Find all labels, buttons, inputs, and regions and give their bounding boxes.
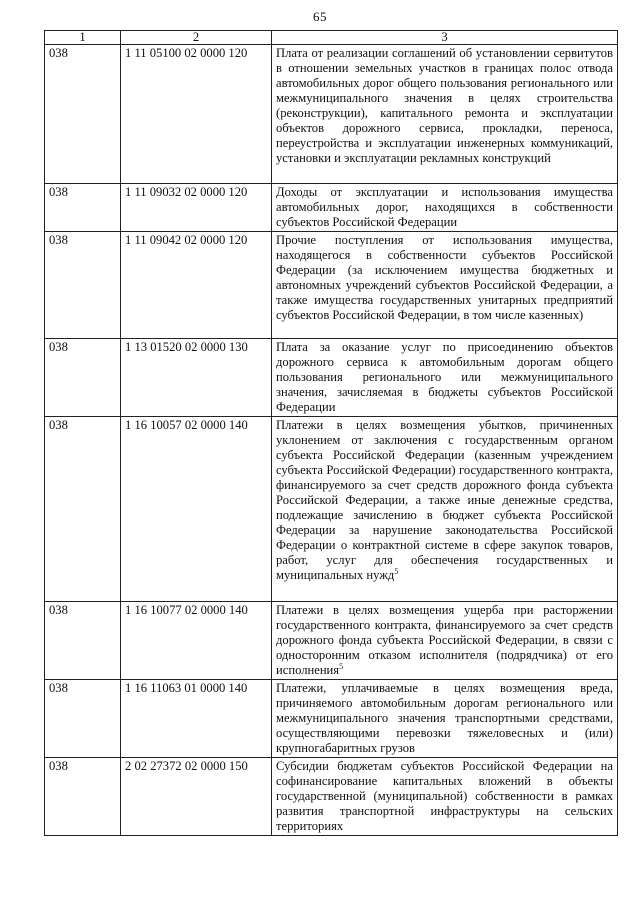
- footnote-mark: 5: [339, 661, 344, 671]
- admin-code-cell: 038: [45, 680, 121, 758]
- description-text: Доходы от эксплуатации и использования имущества автомобильных дорог, находящихся в собственности субъектов Российской Федерации: [276, 185, 613, 229]
- column-header-3: 3: [272, 31, 618, 45]
- admin-code-cell: 038: [45, 184, 121, 232]
- table-row: [45, 45, 618, 184]
- admin-code-cell: 038: [45, 339, 121, 417]
- description-text: Платежи, уплачиваемые в целях возмещения вреда, причиняемого автомобильным дорогам регионального или межмуниципального значения транспортными средствами, осуществляющими перевозки тяжеловесных и (или) крупногабаритных грузов: [276, 681, 613, 755]
- admin-code-cell: 038: [45, 602, 121, 680]
- table-row: [45, 758, 618, 836]
- revenue-codes-table: [44, 30, 618, 836]
- description-text: Прочие поступления от использования имущества, находящегося в собственности субъектов Российской Федерации (за исключением имущества бюджетных и автономных учреждений субъектов Российской Федерации, а также имущества государственных унитарных предприятий субъектов Российской Федерации, в том числе казенных): [276, 233, 613, 322]
- footnote-mark: 5: [394, 566, 399, 576]
- description-cell: [272, 184, 618, 232]
- admin-code-cell: 038: [45, 45, 121, 184]
- description-cell: [272, 680, 618, 758]
- budget-code-cell: 1 16 11063 01 0000 140: [121, 680, 272, 758]
- budget-code-cell: 1 16 10077 02 0000 140: [121, 602, 272, 680]
- table-row: [45, 417, 618, 602]
- budget-code-cell: 1 11 05100 02 0000 120: [121, 45, 272, 184]
- description-cell: [272, 339, 618, 417]
- table-row: [45, 339, 618, 417]
- table-row: [45, 680, 618, 758]
- budget-code-cell: 1 16 10057 02 0000 140: [121, 417, 272, 602]
- description-text: Платежи в целях возмещения убытков, причиненных уклонением от заключения с государственным органом субъекта Российской Федерации (казенным учреждением субъекта Российской Федерации) государственного контракта, финансируемого за счет средств дорожного фонда субъекта Российской Федерации, а также иные денежные средства, подлежащие зачислению в бюджет субъекта Российской Федерации за нарушение законодательства Российской Федерации о контрактной системе в сфере закупок товаров, работ, услуг для обеспечения государственных и муниципальных нужд: [276, 418, 613, 582]
- budget-code-cell: 1 11 09032 02 0000 120: [121, 184, 272, 232]
- admin-code-cell: 038: [45, 417, 121, 602]
- page-number: 65: [313, 9, 327, 24]
- admin-code-cell: 038: [45, 758, 121, 836]
- table-row: [45, 602, 618, 680]
- description-cell: [272, 45, 618, 184]
- budget-code-cell: 1 11 09042 02 0000 120: [121, 232, 272, 339]
- description-cell: [272, 232, 618, 339]
- description-text: Субсидии бюджетам субъектов Российской Федерации на софинансирование капитальных вложений в объекты государственной (муниципальной) собственности в рамках развития транспортной инфраструктуры на сельских территориях: [276, 759, 613, 833]
- budget-code-cell: 1 13 01520 02 0000 130: [121, 339, 272, 417]
- description-text: Плата за оказание услуг по присоединению объектов дорожного сервиса к автомобильным дорогам общего пользования регионального или межмуниципального значения, зачисляемая в бюджеты субъектов Российской Федерации: [276, 340, 613, 414]
- table-header-row: [45, 31, 618, 45]
- description-cell: [272, 602, 618, 680]
- description-text: Платежи в целях возмещения ущерба при расторжении государственного контракта, финансируемого за счет средств дорожного фонда субъекта Российской Федерации, в связи с односторонним отказом исполнителя (подрядчика) от его исполнения: [276, 603, 613, 677]
- description-cell: [272, 417, 618, 602]
- description-text: Плата от реализации соглашений об установлении сервитутов в отношении земельных участков в границах полос отвода автомобильных дорог общего пользования регионального или межмуниципального значения в целях строительства (реконструкции), капитального ремонта и эксплуатации объектов дорожного сервиса, прокладки, переноса, переустройства и эксплуатации инженерных коммуникаций, установки и эксплуатации рекламных конструкций: [276, 46, 613, 165]
- budget-code-cell: 2 02 27372 02 0000 150: [121, 758, 272, 836]
- table-row: [45, 184, 618, 232]
- table-row: [45, 232, 618, 339]
- description-cell: [272, 758, 618, 836]
- admin-code-cell: 038: [45, 232, 121, 339]
- column-header-2: 2: [121, 31, 272, 45]
- column-header-1: 1: [45, 31, 121, 45]
